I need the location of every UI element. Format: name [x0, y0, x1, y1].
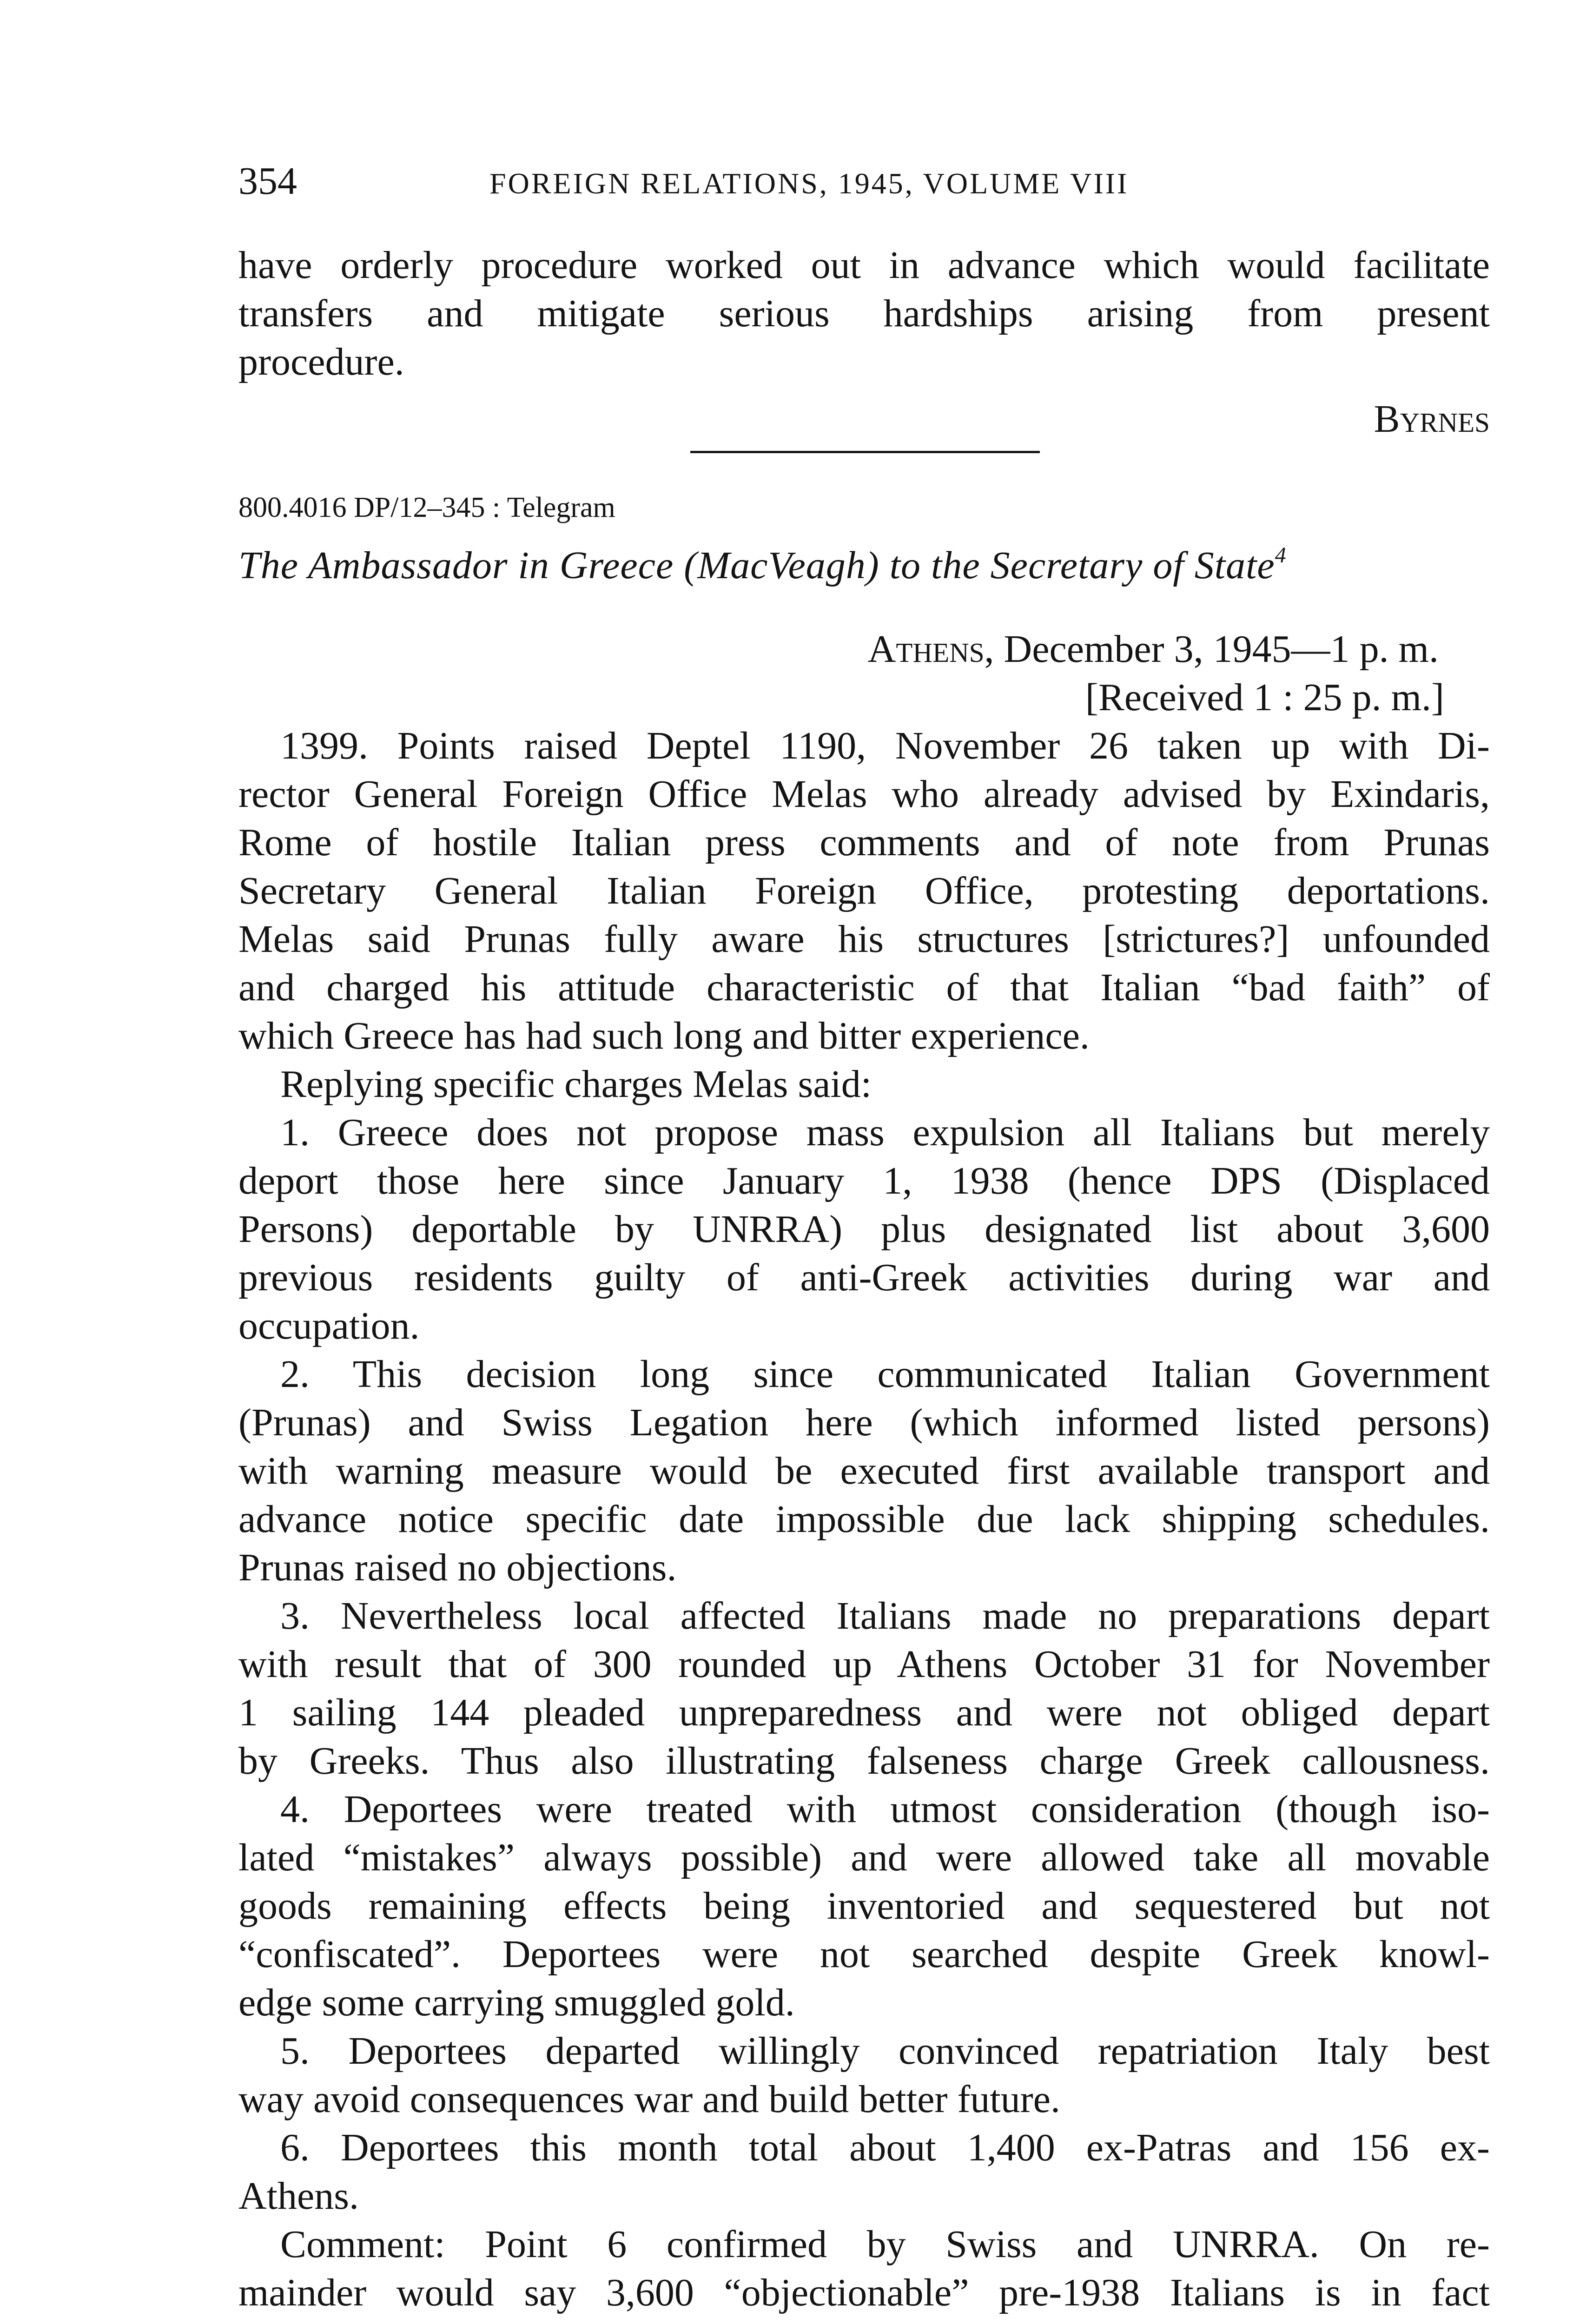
file-reference-text: 800.4016 DP/12–345 : Telegram — [238, 492, 615, 523]
text-line: Comment: Point 6 confirmed by Swiss and UNRRA. On re- — [280, 2223, 1490, 2266]
text-line: Persons) deportable by UNRRA) plus designated list about 3,600 — [238, 1208, 1490, 1251]
text-line: deport those here since January 1, 1938 (hence DPS (Displaced — [238, 1159, 1490, 1202]
heading-text: The Ambassador in Greece (MacVeagh) to the Secretary of State — [238, 544, 1275, 587]
previous-document-text — [238, 241, 1490, 395]
received-line — [238, 673, 1490, 722]
text-line: 1399. Points raised Deptel 1190, November 26 taken up with Di- — [280, 724, 1490, 767]
text-line: 2. This decision long since communicated Italian Government — [280, 1353, 1490, 1396]
text-line: Replying specific charges Melas said: — [280, 1063, 872, 1106]
page-number: 354 — [238, 159, 297, 203]
text-line: rector General Foreign Office Melas who already advised by Exindaris, — [238, 772, 1490, 816]
text-line: Melas said Prunas fully aware his structures [strictures?] unfounded — [238, 918, 1490, 961]
text-line: edge some carrying smuggled gold. — [238, 1981, 795, 2024]
text-line: by Greeks. Thus also illustrating falseness charge Greek callousness. — [238, 1739, 1490, 1783]
running-head — [238, 157, 1490, 208]
text-line: lated “mistakes” always possible) and were allowed take all movable — [238, 1836, 1490, 1879]
received-text: [Received 1 : 25 p. m.] — [1085, 676, 1444, 719]
text-line: Prunas raised no objections. — [238, 1546, 677, 1589]
telegram-body — [238, 722, 1490, 2317]
text-line: occupation. — [238, 1304, 420, 1347]
text-line: procedure. — [238, 340, 404, 383]
text-line: previous residents guilty of anti-Greek activities during war and — [238, 1256, 1490, 1299]
document-heading — [238, 541, 1490, 593]
dateline-date: , December 3, 1945—1 p. m. — [984, 627, 1439, 671]
text-line: with result that of 300 rounded up Athens October 31 for November — [238, 1643, 1490, 1686]
text-line: mainder would say 3,600 “objectionable” pre-1938 Italians is in fact — [238, 2271, 1490, 2314]
dateline-place: Athens — [867, 627, 985, 671]
text-line: Athens. — [238, 2174, 359, 2218]
text-line: (Prunas) and Swiss Legation here (which informed listed persons) — [238, 1401, 1490, 1444]
text-line: 3. Nevertheless local affected Italians made no preparations depart — [280, 1594, 1490, 1637]
signature-block — [238, 395, 1490, 443]
text-line: Rome of hostile Italian press comments and of note from Prunas — [238, 821, 1490, 864]
heading-footnote-marker: 4 — [1275, 543, 1287, 568]
text-line: Secretary General Italian Foreign Office, protesting deportations. — [238, 869, 1490, 912]
text-line: way avoid consequences war and build better future. — [238, 2078, 1061, 2121]
file-reference — [238, 483, 1490, 530]
text-line: transfers and mitigate serious hardships arising from present — [238, 292, 1490, 335]
text-line: 6. Deportees this month total about 1,400 ex-Patras and 156 ex- — [280, 2126, 1490, 2169]
signature: Byrnes — [1374, 397, 1490, 441]
text-line: 4. Deportees were treated with utmost consideration (though iso- — [280, 1788, 1490, 1831]
text-line: 1. Greece does not propose mass expulsion all Italians but merely — [280, 1111, 1490, 1154]
text-line: and charged his attitude characteristic of that Italian “bad faith” of — [238, 966, 1490, 1009]
text-line: 1 sailing 144 pleaded unpreparedness and were not obliged depart — [238, 1691, 1490, 1734]
running-title: FOREIGN RELATIONS, 1945, VOLUME VIII — [489, 167, 1129, 200]
text-line: “confiscated”. Deportees were not searched despite Greek knowl- — [238, 1933, 1490, 1976]
separator-rule — [690, 451, 1040, 453]
text-line: with warning measure would be executed first available transport and — [238, 1449, 1490, 1492]
dateline — [238, 625, 1490, 673]
text-line: advance notice specific date impossible due lack shipping schedules. — [238, 1498, 1490, 1541]
text-line: which Greece has had such long and bitter experience. — [238, 1014, 1090, 1057]
text-line: goods remaining effects being inventoried and sequestered but not — [238, 1884, 1490, 1928]
text-line: 5. Deportees departed willingly convinced repatriation Italy best — [280, 2029, 1490, 2073]
text-line: have orderly procedure worked out in advance which would facilitate — [238, 244, 1490, 287]
